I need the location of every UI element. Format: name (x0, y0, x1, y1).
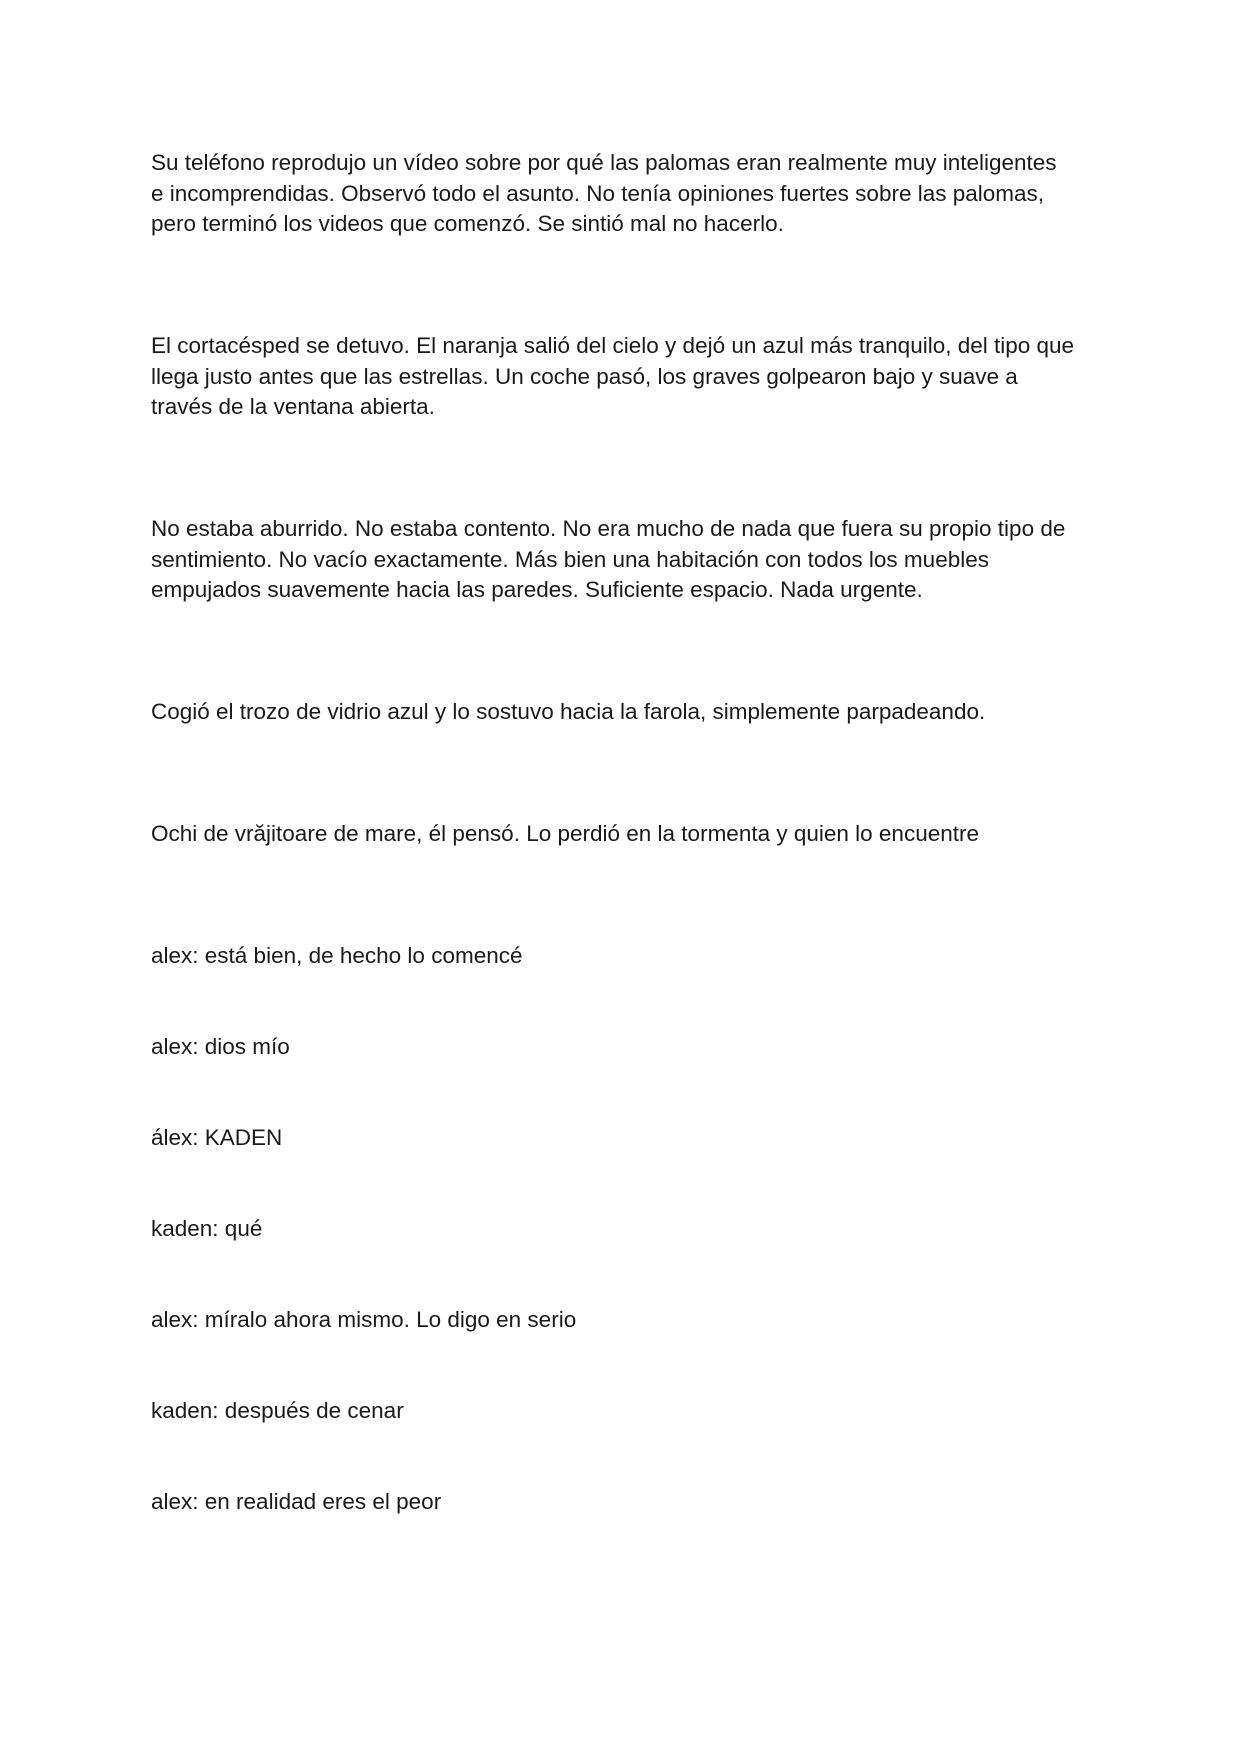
chat-line: alex: dios mío (151, 1034, 290, 1059)
chat-line: alex: está bien, de hecho lo comencé (151, 943, 523, 968)
chat-line: kaden: qué (151, 1216, 263, 1241)
paragraph-blue-glass: Cogió el trozo de vidrio azul y lo sostuvo hacia la farola, simplemente parpadeando. (151, 699, 986, 724)
paragraph-sea-witch: Ochi de vrăjitoare de mare, él pensó. Lo perdió en la tormenta y quien lo encuentre (151, 821, 979, 846)
chat-line: alex: míralo ahora mismo. Lo digo en serio (151, 1307, 577, 1332)
paragraph-pigeon-video: Su teléfono reprodujo un vídeo sobre por qué las palomas eran realmente muy inteligentes e incomprendidas. Observó todo el asunto. No tenía opiniones fuertes sobre las palomas, pero terminó los videos que comenzó. Se sintió mal no hacerlo. (151, 150, 1057, 236)
paragraph-feeling: No estaba aburrido. No estaba contento. No era mucho de nada que fuera su propio tipo de sentimiento. No vacío exactamente. Más bien una habitación con todos los muebles empujados suavemente hacia las paredes. Suficiente espacio. Nada urgente. (151, 516, 1066, 602)
chat-line: kaden: después de cenar (151, 1398, 404, 1423)
chat-line: alex: en realidad eres el peor (151, 1489, 442, 1514)
paragraph-lawnmower: El cortacésped se detuvo. El naranja salió del cielo y dejó un azul más tranquilo, del tipo que llega justo antes que las estrellas. Un coche pasó, los graves golpearon bajo y suave a través de la ventana abierta. (151, 333, 1075, 419)
chat-line: álex: KADEN (151, 1125, 283, 1150)
